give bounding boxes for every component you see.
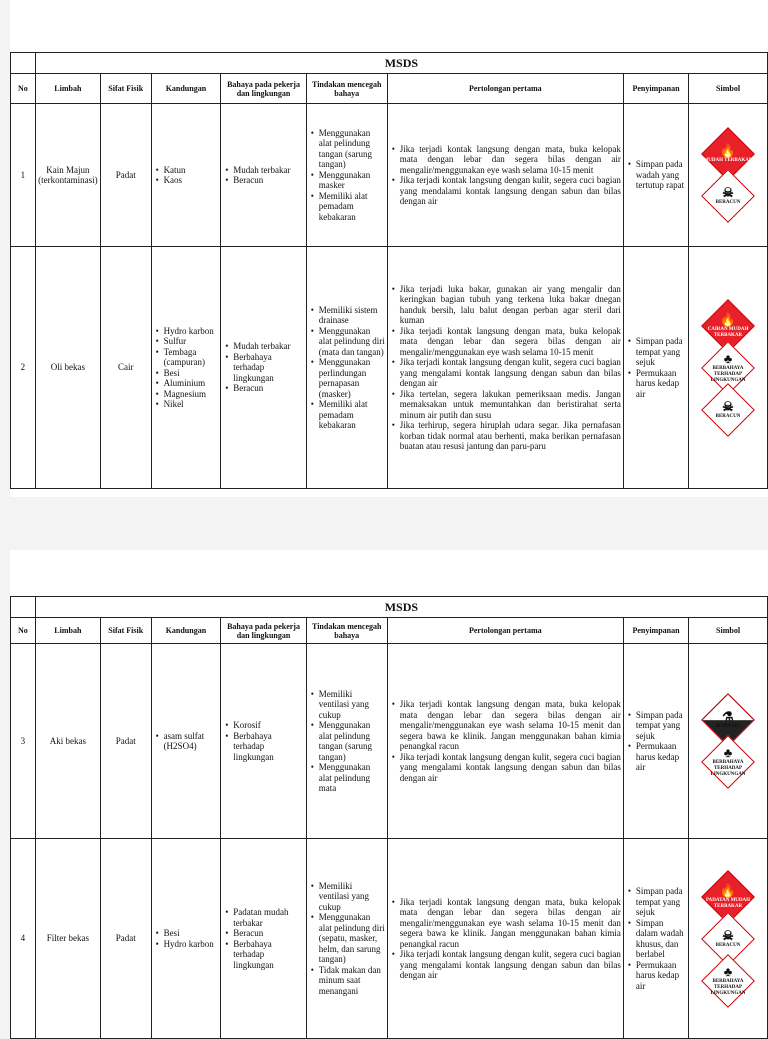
limbah-cell: Filter bekas bbox=[35, 839, 100, 1039]
kandungan-cell bbox=[151, 104, 221, 247]
header-no: No bbox=[11, 618, 36, 644]
list-item: • Jika terjadi kontak langsung dengan kulit, segera cuci bagian yang mengalami kontak langsung dengan sabun dan bilas dengan air bbox=[400, 357, 621, 389]
symbol-group bbox=[691, 701, 765, 781]
list-item: • Mudah terbakar bbox=[233, 341, 303, 352]
list-item: • Besi bbox=[164, 368, 219, 379]
tindakan-list bbox=[309, 689, 385, 794]
symbol-group bbox=[691, 307, 765, 429]
list-item: • Simpan pada wadah yang tertutup rapat bbox=[636, 159, 686, 191]
bahaya-cell bbox=[221, 839, 306, 1039]
list-item: • Besi bbox=[164, 928, 219, 939]
kandungan-cell bbox=[151, 644, 221, 839]
kandungan-cell bbox=[151, 247, 221, 489]
list-item: • Berbahaya terhadap lingkungan bbox=[233, 731, 303, 763]
header-bahaya: Bahaya pada pekerja dan lingkungan bbox=[221, 618, 306, 644]
skull-icon bbox=[701, 169, 755, 223]
limbah-cell: Aki bekas bbox=[35, 644, 100, 839]
table-row bbox=[11, 644, 768, 839]
symbol-glyph: ☠ bbox=[722, 398, 734, 414]
penyimpanan-cell bbox=[623, 247, 688, 489]
header-kandungan: Kandungan bbox=[151, 74, 221, 104]
list-item: • Sulfur bbox=[164, 336, 219, 347]
list-item: • Memiliki ventilasi yang cukup bbox=[319, 881, 385, 913]
symbol-label: BERACUN bbox=[715, 413, 741, 419]
msds-table-2 bbox=[10, 596, 768, 1039]
symbol-glyph: ♣ bbox=[723, 963, 733, 979]
symbol-label: KOROSIF bbox=[716, 724, 740, 729]
bahaya-cell bbox=[221, 644, 306, 839]
kandungan-list bbox=[154, 731, 219, 752]
header-simbol: Simbol bbox=[689, 74, 768, 104]
list-item: • Padatan mudah terbakar bbox=[233, 907, 303, 928]
header-penyimpanan: Penyimpanan bbox=[623, 74, 688, 104]
pertolongan-cell bbox=[387, 247, 623, 489]
simbol-cell bbox=[689, 247, 768, 489]
list-item: • Menggunakan alat pelindung tangan (sarung tangan) bbox=[319, 128, 385, 170]
list-item: • Memiliki alat pemadam kebakaran bbox=[319, 399, 385, 431]
list-item: • Jika terjadi kontak langsung dengan kulit, segera cuci bagian yang mengalami kontak langsung dengan sabun dan bilas dengan air bbox=[400, 752, 621, 784]
list-item: • Jika terjadi luka bakar, gunakan air yang mengalir dan keringkan bagian tubuh yang terkena luka bakar dnegan handuk bersih, lalu balut dengan perban agar steril dari kuman bbox=[400, 284, 621, 326]
header-sifat: Sifat Fisik bbox=[100, 74, 151, 104]
list-item: • Jika terjadi kontak langsung dengan kulit, segera cuci bagian yang mendalami kontak langsung dengan sabun dan bilas dengan air bbox=[400, 175, 621, 207]
sifat-cell: Cair bbox=[100, 247, 151, 489]
table-row bbox=[11, 104, 768, 247]
penyimpanan-list bbox=[626, 886, 686, 991]
limbah-cell: Oli bekas bbox=[35, 247, 100, 489]
list-item: • Simpan pada tempat yang sejuk bbox=[636, 336, 686, 368]
list-item: • Menggunakan alat pelindung tangan (sarung tangan) bbox=[319, 720, 385, 762]
header-kandungan: Kandungan bbox=[151, 618, 221, 644]
list-item: • Jika terjadi kontak langsung dengan mata, buka kelopak mata dengan lebar dan segera bilas dengan air mengalir/menggunakan eye wash selama 10-15 menit bbox=[400, 326, 621, 358]
bahaya-cell bbox=[221, 247, 306, 489]
header-pertolongan: Pertolongan pertama bbox=[387, 74, 623, 104]
tindakan-cell bbox=[306, 839, 387, 1039]
symbol-group bbox=[691, 878, 765, 1000]
sifat-cell: Padat bbox=[100, 104, 151, 247]
list-item: • Katun bbox=[164, 165, 219, 176]
simbol-cell bbox=[689, 644, 768, 839]
header-tindakan: Tindakan mencegah bahaya bbox=[306, 74, 387, 104]
simbol-cell bbox=[689, 104, 768, 247]
pertolongan-cell bbox=[387, 104, 623, 247]
tindakan-cell bbox=[306, 104, 387, 247]
symbol-label: BERBAHAYA TERHADAP LINGKUNGAN bbox=[710, 365, 746, 383]
corner-cell bbox=[11, 597, 36, 618]
list-item: • Simpan pada tempat yang sejuk bbox=[636, 710, 686, 742]
pertolongan-list bbox=[390, 897, 621, 981]
symbol-glyph: ⚗ bbox=[722, 709, 734, 724]
list-item: • Beracun bbox=[233, 928, 303, 939]
kandungan-cell bbox=[151, 839, 221, 1039]
pertolongan-cell bbox=[387, 644, 623, 839]
list-item: • asam sulfat (H2SO4) bbox=[164, 731, 219, 752]
list-item: • Beracun bbox=[233, 383, 303, 394]
tindakan-cell bbox=[306, 644, 387, 839]
list-item: • Permukaan harus kedap air bbox=[636, 368, 686, 400]
symbol-glyph: 🔥 bbox=[719, 143, 737, 158]
table-row bbox=[11, 839, 768, 1039]
symbol-label: BERACUN bbox=[715, 200, 741, 205]
header-pertolongan: Pertolongan pertama bbox=[387, 618, 623, 644]
penyimpanan-list bbox=[626, 336, 686, 399]
sifat-cell: Padat bbox=[100, 839, 151, 1039]
bahaya-list bbox=[223, 165, 303, 186]
bahaya-list bbox=[223, 341, 303, 394]
list-item: • Nikel bbox=[164, 399, 219, 410]
list-item: • Memiliki alat pemadam kebakaran bbox=[319, 191, 385, 223]
document-page-1 bbox=[10, 0, 768, 497]
symbol-label: PADATAN MUDAH TERBAKAR bbox=[706, 897, 751, 909]
list-item: • Jika tertelan, segera lakukan pemeriksaan medis. Jangan memaksakan untuk memuntahkan dan beristirahat serta minum air putih dan susu bbox=[400, 389, 621, 421]
symbol-label: BERBAHAYA TERHADAP LINGKUNGAN bbox=[710, 978, 746, 996]
header-limbah: Limbah bbox=[35, 618, 100, 644]
document-page-2 bbox=[10, 550, 768, 1024]
symbol-glyph: ♣ bbox=[723, 350, 733, 366]
list-item: • Jika terjadi kontak langsung dengan mata, buka kelopak mata dengan lebar dan segera bilas dengan air mengalir/menggunakan eye wash selama 10-15 menit dan segera bawa ke klinik. Jangan menggunakan bahan kimia penangkal racun bbox=[400, 897, 621, 950]
list-item: • Magnesium bbox=[164, 389, 219, 400]
symbol-label: MUDAH TERBAKAR bbox=[703, 158, 753, 163]
skull-icon bbox=[701, 383, 755, 437]
header-simbol: Simbol bbox=[689, 618, 768, 644]
symbol-glyph: 🔥 bbox=[719, 882, 737, 898]
list-item: • Aluminium bbox=[164, 378, 219, 389]
sifat-cell: Padat bbox=[100, 644, 151, 839]
bahaya-list bbox=[223, 907, 303, 970]
environment-icon bbox=[701, 735, 755, 789]
list-item: • Jika terjadi kontak langsung dengan mata, buka kelopak mata dengan lebar dan segera bilas dengan air mengalir/menggunakan eye wash selama 10-15 menit bbox=[400, 144, 621, 176]
penyimpanan-cell bbox=[623, 644, 688, 839]
list-item: • Simpan pada tempat yang sejuk bbox=[636, 886, 686, 918]
list-item: • Kaos bbox=[164, 175, 219, 186]
list-item: • Menggunakan alat pelindung mata bbox=[319, 762, 385, 794]
list-item: • Korosif bbox=[233, 720, 303, 731]
pertolongan-list bbox=[390, 284, 621, 452]
table-title: MSDS bbox=[35, 597, 767, 618]
list-item: • Menggunakan alat pelindung diri (mata dan tangan) bbox=[319, 326, 385, 358]
list-item: • Menggunakan perlindungan pernapasan (masker) bbox=[319, 357, 385, 399]
tindakan-list bbox=[309, 881, 385, 997]
header-penyimpanan: Penyimpanan bbox=[623, 618, 688, 644]
kandungan-list bbox=[154, 326, 219, 410]
row-number: 4 bbox=[11, 839, 36, 1039]
symbol-label: BERBAHAYA TERHADAP LINGKUNGAN bbox=[710, 760, 746, 777]
list-item: • Jika terjadi kontak langsung dengan kulit, segera cuci bagian yang mengalami kontak langsung dengan sabun dan bilas dengan air bbox=[400, 949, 621, 981]
header-limbah: Limbah bbox=[35, 74, 100, 104]
penyimpanan-list bbox=[626, 159, 686, 191]
corner-cell bbox=[11, 53, 36, 74]
list-item: • Berbahaya terhadap lingkungan bbox=[233, 352, 303, 384]
list-item: • Menggunakan masker bbox=[319, 170, 385, 191]
header-tindakan: Tindakan mencegah bahaya bbox=[306, 618, 387, 644]
kandungan-list bbox=[154, 928, 219, 949]
header-bahaya: Bahaya pada pekerja dan lingkungan bbox=[221, 74, 306, 104]
simbol-cell bbox=[689, 839, 768, 1039]
pertolongan-list bbox=[390, 144, 621, 207]
penyimpanan-cell bbox=[623, 839, 688, 1039]
list-item: • Menggunakan alat pelindung diri (sepatu, masker, helm, dan sarung tangan) bbox=[319, 912, 385, 965]
msds-table-1 bbox=[10, 52, 768, 489]
symbol-glyph: 🔥 bbox=[719, 311, 737, 327]
limbah-cell: Kain Majun (terkontaminasi) bbox=[35, 104, 100, 247]
bahaya-list bbox=[223, 720, 303, 762]
bahaya-cell bbox=[221, 104, 306, 247]
row-number: 1 bbox=[11, 104, 36, 247]
header-no: No bbox=[11, 74, 36, 104]
symbol-glyph: ☠ bbox=[722, 185, 734, 200]
symbol-label: BERACUN bbox=[715, 942, 741, 948]
table-title: MSDS bbox=[35, 53, 767, 74]
symbol-label: CAIRAN MUDAH TERBAKAR bbox=[707, 326, 749, 338]
penyimpanan-cell bbox=[623, 104, 688, 247]
penyimpanan-list bbox=[626, 710, 686, 773]
list-item: • Memiliki sistem drainase bbox=[319, 305, 385, 326]
list-item: • Jika terhirup, segera hiruplah udara segar. Jika pernafasan korban tidak normal atau berhenti, maka berikan pernafasan buatan atau resusi jantung dan paru-paru bbox=[400, 420, 621, 452]
tindakan-cell bbox=[306, 247, 387, 489]
pertolongan-cell bbox=[387, 839, 623, 1039]
list-item: • Beracun bbox=[233, 175, 303, 186]
list-item: • Hydro karbon bbox=[164, 326, 219, 337]
list-item: • Hydro karbon bbox=[164, 939, 219, 950]
list-item: • Permukaan harus kedap air bbox=[636, 960, 686, 992]
list-item: • Permukaan harus kedap air bbox=[636, 741, 686, 773]
tindakan-list bbox=[309, 128, 385, 223]
list-item: • Tidak makan dan minum saat menangani bbox=[319, 965, 385, 997]
symbol-glyph: ☠ bbox=[722, 927, 734, 943]
list-item: • Simpan dalam wadah khusus, dan berlabel bbox=[636, 918, 686, 960]
kandungan-list bbox=[154, 165, 219, 186]
pertolongan-list bbox=[390, 699, 621, 783]
tindakan-list bbox=[309, 305, 385, 431]
list-item: • Tembaga (campuran) bbox=[164, 347, 219, 368]
list-item: • Jika terjadi kontak langsung dengan mata, buka kelopak mata dengan lebar dan segera bilas dengan air mengalir/menggunakan eye wash selama 10-15 menit dan segera bawa ke klinik. Jangan menggunakan bahan kimia penangkal racun bbox=[400, 699, 621, 752]
list-item: • Memiliki ventilasi yang cukup bbox=[319, 689, 385, 721]
list-item: • Berbahaya terhadap lingkungan bbox=[233, 939, 303, 971]
row-number: 3 bbox=[11, 644, 36, 839]
row-number: 2 bbox=[11, 247, 36, 489]
symbol-group bbox=[691, 135, 765, 215]
list-item: • Mudah terbakar bbox=[233, 165, 303, 176]
symbol-glyph: ♣ bbox=[723, 745, 733, 760]
environment-icon bbox=[701, 954, 755, 1008]
header-sifat: Sifat Fisik bbox=[100, 618, 151, 644]
table-row bbox=[11, 247, 768, 489]
